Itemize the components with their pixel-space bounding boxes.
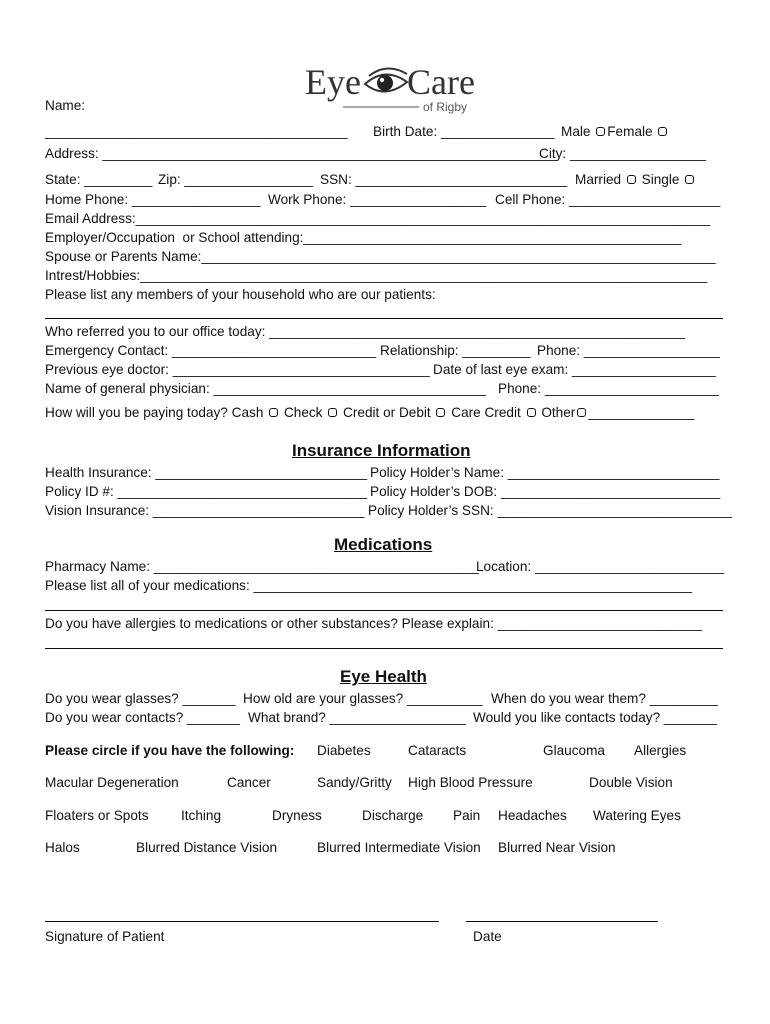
spouse-field[interactable]: Spouse or Parents Name:____________________________________________________________________	[45, 249, 716, 264]
policy-holder-name-field[interactable]: Policy Holder’s Name: ____________________________	[370, 465, 720, 480]
policy-holder-ssn-field[interactable]: Policy Holder’s SSN: _______________________________	[368, 503, 732, 518]
payment-label: How will you be paying today? Cash	[45, 405, 264, 420]
check-checkbox[interactable]	[328, 408, 337, 417]
condition-dryness[interactable]: Dryness	[272, 808, 322, 823]
glasses-field[interactable]: Do you wear glasses? _______	[45, 691, 236, 706]
previous-doctor-field[interactable]: Previous eye doctor: __________________________________	[45, 362, 430, 377]
credit-checkbox[interactable]	[436, 408, 445, 417]
medications-extra-line[interactable]	[45, 610, 723, 611]
condition-discharge[interactable]: Discharge	[362, 808, 424, 823]
condition-itching[interactable]: Itching	[181, 808, 222, 823]
gender-options	[561, 124, 669, 140]
contacts-brand-field[interactable]: What brand? __________________	[248, 710, 466, 725]
last-exam-field[interactable]: Date of last eye exam: ___________________	[433, 362, 716, 377]
vision-insurance-field[interactable]: Vision Insurance: ____________________________	[45, 503, 365, 518]
emergency-contact-field[interactable]: Emergency Contact: ___________________________	[45, 343, 377, 358]
state-field[interactable]: State: _________	[45, 172, 153, 187]
date-label: Date	[473, 929, 502, 944]
pharmacy-location-field[interactable]: Location: _________________________	[476, 559, 724, 574]
condition-blurred-intermediate[interactable]: Blurred Intermediate Vision	[317, 840, 481, 855]
condition-macular-degeneration[interactable]: Macular Degeneration	[45, 775, 179, 790]
condition-cataracts[interactable]: Cataracts	[408, 743, 467, 758]
household-field[interactable]	[45, 318, 723, 319]
condition-floaters[interactable]: Floaters or Spots	[45, 808, 149, 823]
glasses-when-field[interactable]: When do you wear them? _________	[491, 691, 718, 706]
married-label: Married	[575, 172, 622, 187]
payment-options	[45, 405, 694, 421]
check-label: Check	[283, 405, 323, 420]
contacts-today-field[interactable]: Would you like contacts today? _______	[473, 710, 717, 725]
care-credit-label: Care Credit	[451, 405, 521, 420]
policy-id-field[interactable]: Policy ID #: _________________________________	[45, 484, 368, 499]
physician-phone-field[interactable]: Phone: _______________________	[498, 381, 719, 396]
policy-holder-dob-field[interactable]: Policy Holder’s DOB: _____________________________	[370, 484, 721, 499]
eye-icon	[365, 68, 407, 91]
cell-phone-field[interactable]: Cell Phone: ____________________	[495, 192, 721, 207]
household-label: Please list any members of your household who are our patients:	[45, 287, 436, 302]
condition-glaucoma[interactable]: Glaucoma	[543, 743, 605, 758]
work-phone-field[interactable]: Work Phone: __________________	[268, 192, 487, 207]
allergies-field[interactable]: Do you have allergies to medications or other substances? Please explain: ___________________________	[45, 616, 702, 631]
male-label: Male	[561, 124, 591, 139]
signature-line[interactable]	[45, 921, 439, 922]
name-field[interactable]: ________________________________________	[45, 124, 348, 139]
physician-field[interactable]: Name of general physician: ____________________________________	[45, 381, 486, 396]
condition-headaches[interactable]: Headaches	[498, 808, 567, 823]
condition-diabetes[interactable]: Diabetes	[317, 743, 371, 758]
eye-care-logo	[303, 60, 475, 118]
eye-health-title: Eye Health	[340, 667, 427, 686]
condition-halos[interactable]: Halos	[45, 840, 80, 855]
logo-word-care: Care	[407, 62, 475, 102]
condition-cancer[interactable]: Cancer	[227, 775, 271, 790]
hobbies-field[interactable]: Intrest/Hobbies:___________________________________________________________________________	[45, 268, 708, 283]
relationship-field[interactable]: Relationship: _________	[380, 343, 531, 358]
signature-label: Signature of Patient	[45, 929, 165, 944]
birth-date-field[interactable]: Birth Date: _______________	[373, 124, 555, 139]
male-checkbox[interactable]	[596, 127, 605, 136]
pharmacy-field[interactable]: Pharmacy Name: ___________________________________________	[45, 559, 479, 574]
address-field[interactable]: Address: ____________________________________________________________	[45, 146, 557, 161]
health-insurance-field[interactable]: Health Insurance: ____________________________	[45, 465, 368, 480]
allergies-extra-line[interactable]	[45, 648, 723, 649]
home-phone-field[interactable]: Home Phone: _________________	[45, 192, 261, 207]
female-checkbox[interactable]	[658, 127, 667, 136]
married-checkbox[interactable]	[627, 175, 636, 184]
other-label: Other	[541, 405, 576, 420]
city-field[interactable]: City: __________________	[539, 146, 707, 161]
credit-label: Credit or Debit	[343, 405, 431, 420]
condition-blurred-distance[interactable]: Blurred Distance Vision	[136, 840, 278, 855]
circle-instructions: Please circle if you have the following:	[45, 743, 295, 758]
emergency-phone-field[interactable]: Phone: __________________	[537, 343, 720, 358]
date-line[interactable]	[466, 921, 658, 922]
zip-field[interactable]: Zip: _________________	[158, 172, 313, 187]
name-label: Name:	[45, 98, 86, 113]
employer-field[interactable]: Employer/Occupation or School attending:__________________________________________________	[45, 230, 682, 245]
glasses-age-field[interactable]: How old are your glasses? __________	[243, 691, 483, 706]
condition-sandy-gritty[interactable]: Sandy/Gritty	[317, 775, 392, 790]
cash-checkbox[interactable]	[269, 408, 278, 417]
email-field[interactable]: Email Address:____________________________________________________________________________	[45, 211, 711, 226]
logo-word-eye: Eye	[305, 62, 361, 102]
condition-double-vision[interactable]: Double Vision	[589, 775, 673, 790]
ssn-field[interactable]: SSN: ____________________________	[320, 172, 568, 187]
insurance-title: Insurance Information	[292, 441, 471, 460]
condition-watering-eyes[interactable]: Watering Eyes	[593, 808, 681, 823]
care-credit-checkbox[interactable]	[527, 408, 536, 417]
single-label: Single	[641, 172, 680, 187]
other-field[interactable]: ______________	[588, 405, 695, 420]
condition-pain[interactable]: Pain	[453, 808, 481, 823]
medications-title: Medications	[334, 535, 433, 554]
contacts-field[interactable]: Do you wear contacts? _______	[45, 710, 240, 725]
female-label: Female	[607, 124, 653, 139]
condition-high-blood-pressure[interactable]: High Blood Pressure	[408, 775, 533, 790]
other-checkbox[interactable]	[577, 408, 586, 417]
condition-allergies[interactable]: Allergies	[634, 743, 687, 758]
condition-blurred-near[interactable]: Blurred Near Vision	[498, 840, 616, 855]
single-checkbox[interactable]	[685, 175, 694, 184]
medications-list-field[interactable]: Please list all of your medications: __________________________________________________________	[45, 578, 693, 593]
logo-tagline: of Rigby	[423, 100, 468, 114]
referred-field[interactable]: Who referred you to our office today: _______________________________________________________	[45, 324, 685, 339]
marital-options	[575, 172, 696, 188]
